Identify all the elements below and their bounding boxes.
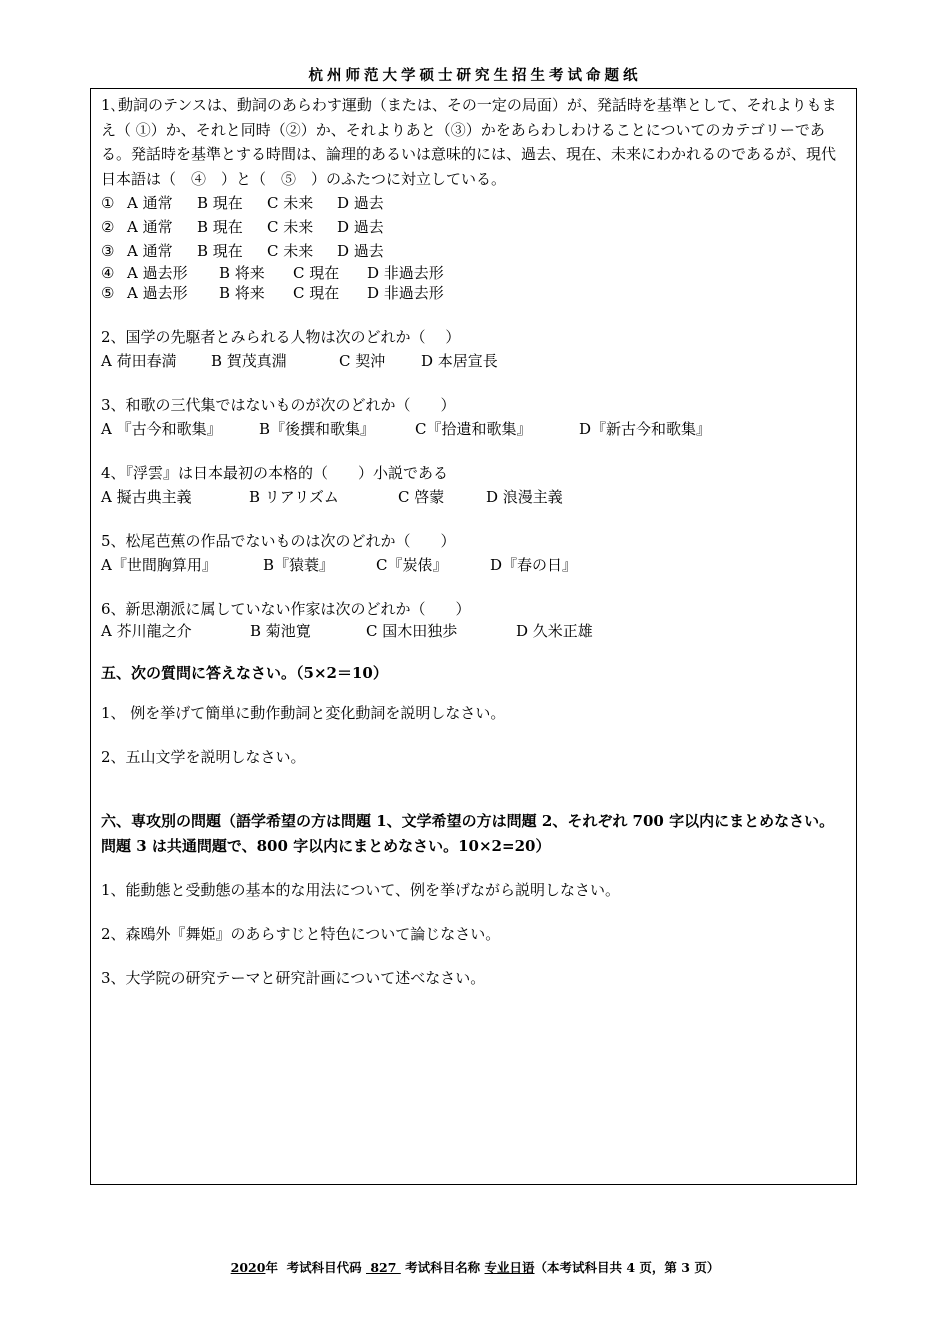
question-6-text: 6、新思潮派に属していない作家は次のどれか（ ） <box>101 600 471 618</box>
option-number: ③ <box>101 242 115 260</box>
option-c: C 未来 <box>267 194 314 212</box>
question-4-text: 4、『浮雲』は日本最初の本格的（ ）小説である <box>101 464 449 482</box>
option-d: D 過去 <box>337 242 384 260</box>
option-b: B 将来 <box>219 284 265 302</box>
option-a: A 通常 <box>127 194 173 212</box>
footer-code: 827 <box>366 1260 401 1275</box>
option-b: B『猿蓑』 <box>263 556 335 574</box>
footer-code-label: 年 考试科目代码 <box>265 1260 366 1275</box>
option-d: D 過去 <box>337 218 384 236</box>
exam-frame <box>90 88 857 1185</box>
option-number: ① <box>101 194 115 212</box>
question-4-options <box>101 485 849 509</box>
option-b: B 現在 <box>197 218 243 236</box>
option-a: A 芥川龍之介 <box>101 622 192 640</box>
footer-page-note: （本考试科目共 4 页，第 3 页） <box>534 1260 720 1275</box>
page-footer <box>0 1258 950 1276</box>
section-5-item-2: 2、五山文学を説明しなさい。 <box>101 748 306 766</box>
option-d: D『春の日』 <box>490 556 578 574</box>
section-6-heading: 六、専攻別の問題（語学希望の方は問題 1、文学希望の方は問題 2、それぞれ 700 字以内にまとめなさい。問題 3 は共通問題で、800 字以内にまとめなさい。10×2=20） <box>101 812 835 855</box>
question-2-text: 2、国学の先駆者とみられる人物は次のどれか（ ） <box>101 328 461 346</box>
option-a: A 擬古典主義 <box>101 488 192 506</box>
option-b: B 現在 <box>197 194 243 212</box>
option-number: ② <box>101 218 115 236</box>
question-5-options <box>101 553 849 577</box>
option-row <box>101 191 849 215</box>
footer-year: 2020 <box>230 1260 266 1275</box>
option-number: ⑤ <box>101 284 115 302</box>
section-6-item-3: 3、大学院の研究テーマと研究計画について述べなさい。 <box>101 969 486 987</box>
option-a: A『世間胸算用』 <box>101 556 217 574</box>
option-row <box>101 263 849 283</box>
section-5-heading: 五、次の質問に答えなさい。（5×2＝10） <box>101 664 388 682</box>
question-5-text: 5、松尾芭蕉の作品でないものは次のどれか（ ） <box>101 532 456 550</box>
option-c: C 現在 <box>293 284 340 302</box>
option-c: C 啓蒙 <box>398 488 445 506</box>
option-row <box>101 239 849 263</box>
question-1-text: 1､動詞のテンスは、動詞のあらわす運動（または、その一定の局面）が、発話時を基準として、それよりもまえ（ ①）か、それと同時（②）か、それよりあと（③）かをあらわしわけることについてのカテゴリーである。発話時を基準とする時間は、論理的あるいは意味的には、過去、現在、未来にわかれるのであるが、現代日本語は（ ④ ）と（ ⑤ ）のふたつに対立している。 <box>101 96 837 188</box>
option-d: D『新古今和歌集』 <box>579 420 712 438</box>
option-b: B 賀茂真淵 <box>211 352 287 370</box>
option-a: A 通常 <box>127 242 173 260</box>
option-c: C 国木田独歩 <box>366 622 458 640</box>
section-6-item-2: 2、森鴎外『舞姫』のあらすじと特色について論じなさい。 <box>101 925 501 943</box>
option-a: A 『古今和歌集』 <box>101 420 222 438</box>
option-d: D 浪漫主義 <box>486 488 563 506</box>
option-b: B『後撰和歌集』 <box>259 420 376 438</box>
option-d: D 非過去形 <box>367 284 444 302</box>
option-b: B リアリズム <box>249 488 339 506</box>
option-b: B 現在 <box>197 242 243 260</box>
option-c: C 契沖 <box>339 352 386 370</box>
option-c: C『炭俵』 <box>376 556 448 574</box>
option-c: C『拾遺和歌集』 <box>415 420 532 438</box>
option-a: A 通常 <box>127 218 173 236</box>
option-b: B 将来 <box>219 264 265 282</box>
option-row <box>101 215 849 239</box>
question-6-options <box>101 621 849 641</box>
option-d: D 久米正雄 <box>516 622 593 640</box>
question-1-options <box>101 191 849 303</box>
exam-content <box>101 93 849 990</box>
option-d: D 過去 <box>337 194 384 212</box>
footer-name-label: 考试科目名称 <box>400 1260 485 1275</box>
page-title: 杭州师范大学硕士研究生招生考试命题纸 <box>308 68 642 84</box>
question-3-text: 3、和歌の三代集ではないものが次のどれか（ ） <box>101 396 456 414</box>
option-a: A 過去形 <box>127 284 188 302</box>
option-a: A 荷田春満 <box>101 352 177 370</box>
option-number: ④ <box>101 264 115 282</box>
option-d: D 本居宣長 <box>421 352 498 370</box>
option-c: C 現在 <box>293 264 340 282</box>
option-c: C 未来 <box>267 218 314 236</box>
question-3-options <box>101 417 849 441</box>
section-5-item-1: 1、 例を挙げて簡単に動作動詞と変化動詞を説明しなさい。 <box>101 704 506 722</box>
option-a: A 過去形 <box>127 264 188 282</box>
option-d: D 非過去形 <box>367 264 444 282</box>
footer-subject-name: 专业日语 <box>484 1260 535 1275</box>
section-6-item-1: 1、能動態と受動態の基本的な用法について、例を挙げながら説明しなさい。 <box>101 881 620 899</box>
option-b: B 菊池寛 <box>250 622 311 640</box>
option-c: C 未来 <box>267 242 314 260</box>
option-row <box>101 283 849 303</box>
question-2-options <box>101 349 849 373</box>
